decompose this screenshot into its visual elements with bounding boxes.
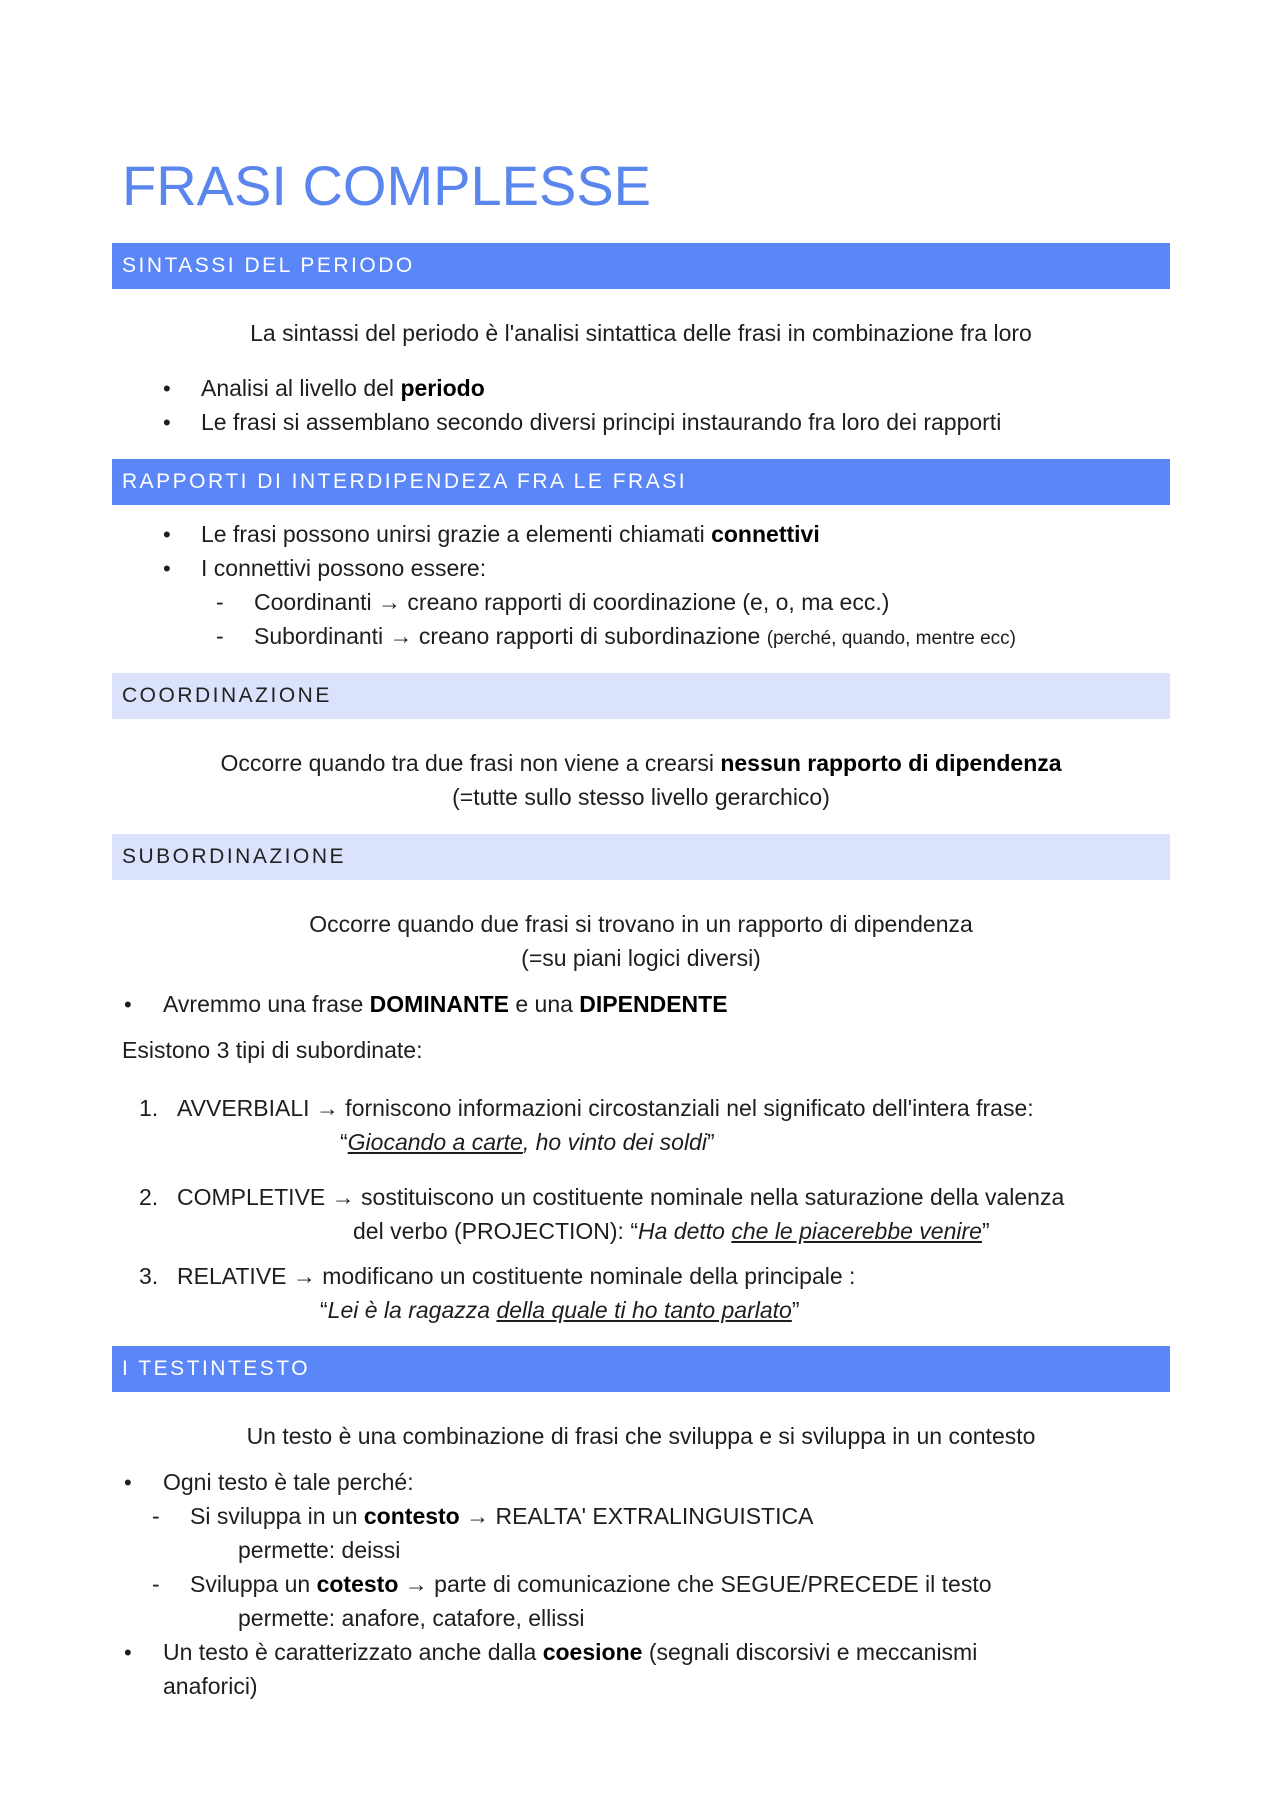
text: Le frasi possono unirsi grazie a elementi chiamati — [201, 521, 712, 547]
section-header-label: RAPPORTI DI INTERDIPENDEZA FRA LE FRASI — [122, 470, 688, 493]
list-item-text: Coordinanti → creano rapporti di coordinazione (e, o, ma ecc.) — [254, 589, 890, 615]
text: Analisi al livello del — [201, 375, 401, 401]
text: Un testo è caratterizzato anche dalla — [163, 1639, 543, 1665]
text: Subordinanti → creano rapporti di subordinazione — [254, 623, 767, 649]
text: “ — [340, 1129, 348, 1155]
section-header-coordinazione — [112, 673, 1170, 719]
subordinazione-line-2: (=su piani logici diversi) — [521, 945, 761, 971]
text: Si sviluppa in un — [190, 1503, 364, 1529]
section-header-rapporti — [112, 459, 1170, 505]
text: del verbo (PROJECTION): “ — [353, 1218, 638, 1244]
tipi-text: Esistono 3 tipi di subordinate: — [122, 1037, 423, 1063]
bold-text: nessun rapporto di dipendenza — [720, 750, 1062, 776]
example-quote — [320, 1295, 800, 1325]
bold-text: connettivi — [711, 521, 820, 547]
text: (segnali discorsivi e meccanismi — [642, 1639, 978, 1665]
bold-text: DIPENDENTE — [579, 991, 728, 1017]
list-item-text: RELATIVE → modificano un costituente nominale della principale : — [177, 1263, 856, 1289]
section-header-label: I TESTINTESTO — [122, 1357, 311, 1380]
small-text: (perché, quando, mentre ecc) — [766, 628, 1016, 649]
underlined-text: della quale ti ho tanto parlato — [496, 1297, 792, 1323]
list-item-subtext: permette: deissi — [238, 1537, 401, 1563]
list-item — [163, 519, 171, 550]
text: ” — [981, 1218, 990, 1244]
bold-text: contesto — [363, 1503, 460, 1529]
bold-text: cotesto — [316, 1571, 399, 1597]
bullet-icon: • — [163, 522, 171, 547]
text: e una — [508, 991, 580, 1017]
list-number: 2. — [139, 1184, 159, 1210]
bullet-icon: • — [124, 1640, 132, 1665]
dash-icon: - — [152, 1503, 160, 1529]
list-item-text: Ogni testo è tale perché: — [163, 1469, 414, 1495]
list-number: 3. — [139, 1263, 159, 1289]
bullet-icon: • — [163, 410, 171, 435]
list-item-text — [163, 989, 728, 1019]
bullet-icon: • — [163, 556, 171, 581]
list-item-text: AVVERBIALI → forniscono informazioni circostanziali nel significato dell'intera frase: — [177, 1095, 1034, 1121]
italic-text: Lei è la ragazza — [327, 1297, 497, 1323]
text: Occorre quando tra due frasi non viene a crearsi — [220, 750, 721, 776]
dash-icon: - — [216, 623, 224, 649]
list-item-text — [254, 621, 1016, 654]
list-item-text — [201, 373, 485, 403]
section-header-testo — [112, 1346, 1170, 1392]
bold-text: DOMINANTE — [369, 991, 509, 1017]
bullet-icon: • — [163, 376, 171, 401]
bold-text: periodo — [400, 375, 485, 401]
dash-icon: - — [216, 589, 224, 615]
list-item-text: I connettivi possono essere: — [201, 555, 487, 581]
example-quote — [353, 1216, 990, 1246]
sintassi-intro: La sintassi del periodo è l'analisi sintattica delle frasi in combinazione fra loro — [250, 320, 1032, 346]
section-header-label: SUBORDINAZIONE — [122, 845, 347, 868]
coordinazione-line-2: (=tutte sullo stesso livello gerarchico) — [452, 784, 830, 810]
section-header-sintassi — [112, 243, 1170, 289]
text: Avremmo una frase — [163, 991, 370, 1017]
coordinazione-line-1 — [112, 748, 1170, 778]
bullet-icon: • — [124, 992, 132, 1017]
underlined-text: Giocando a carte — [347, 1129, 523, 1155]
bold-text: coesione — [542, 1639, 643, 1665]
italic-text: , ho vinto dei soldi — [522, 1129, 707, 1155]
italic-text: Ha detto — [638, 1218, 732, 1244]
text: → parte di comunicazione che SEGUE/PRECEDE il testo — [398, 1571, 992, 1597]
list-item-text: Le frasi si assemblano secondo diversi principi instaurando fra loro dei rapporti — [201, 409, 1002, 435]
list-item — [163, 407, 171, 438]
list-item-text-continued: anaforici) — [163, 1673, 258, 1699]
list-item — [163, 373, 171, 404]
text: “ — [320, 1297, 328, 1323]
list-item-text — [190, 1569, 992, 1599]
list-item-text — [163, 1637, 977, 1667]
text: ” — [706, 1129, 715, 1155]
dash-icon: - — [152, 1571, 160, 1597]
section-header-label: SINTASSI DEL PERIODO — [122, 254, 415, 277]
page-title: FRASI COMPLESSE — [122, 154, 652, 217]
text: Sviluppa un — [190, 1571, 317, 1597]
text: ” — [791, 1297, 800, 1323]
list-item-text: COMPLETIVE → sostituiscono un costituente nominale nella saturazione della valenza — [177, 1184, 1065, 1210]
text: → REALTA' EXTRALINGUISTICA — [459, 1503, 814, 1529]
list-item-text — [201, 519, 820, 549]
list-item-subtext: permette: anafore, catafore, ellissi — [238, 1605, 585, 1631]
list-number: 1. — [139, 1095, 159, 1121]
list-item — [163, 553, 171, 584]
section-header-subordinazione — [112, 834, 1170, 880]
section-header-label: COORDINAZIONE — [122, 684, 332, 707]
underlined-text: che le piacerebbe venire — [731, 1218, 982, 1244]
bullet-icon: • — [124, 1470, 132, 1495]
list-item-text — [190, 1501, 813, 1531]
subordinazione-line-1: Occorre quando due frasi si trovano in un rapporto di dipendenza — [309, 911, 973, 937]
example-quote — [340, 1127, 715, 1157]
testo-intro: Un testo è una combinazione di frasi che sviluppa e si sviluppa in un contesto — [246, 1423, 1036, 1449]
